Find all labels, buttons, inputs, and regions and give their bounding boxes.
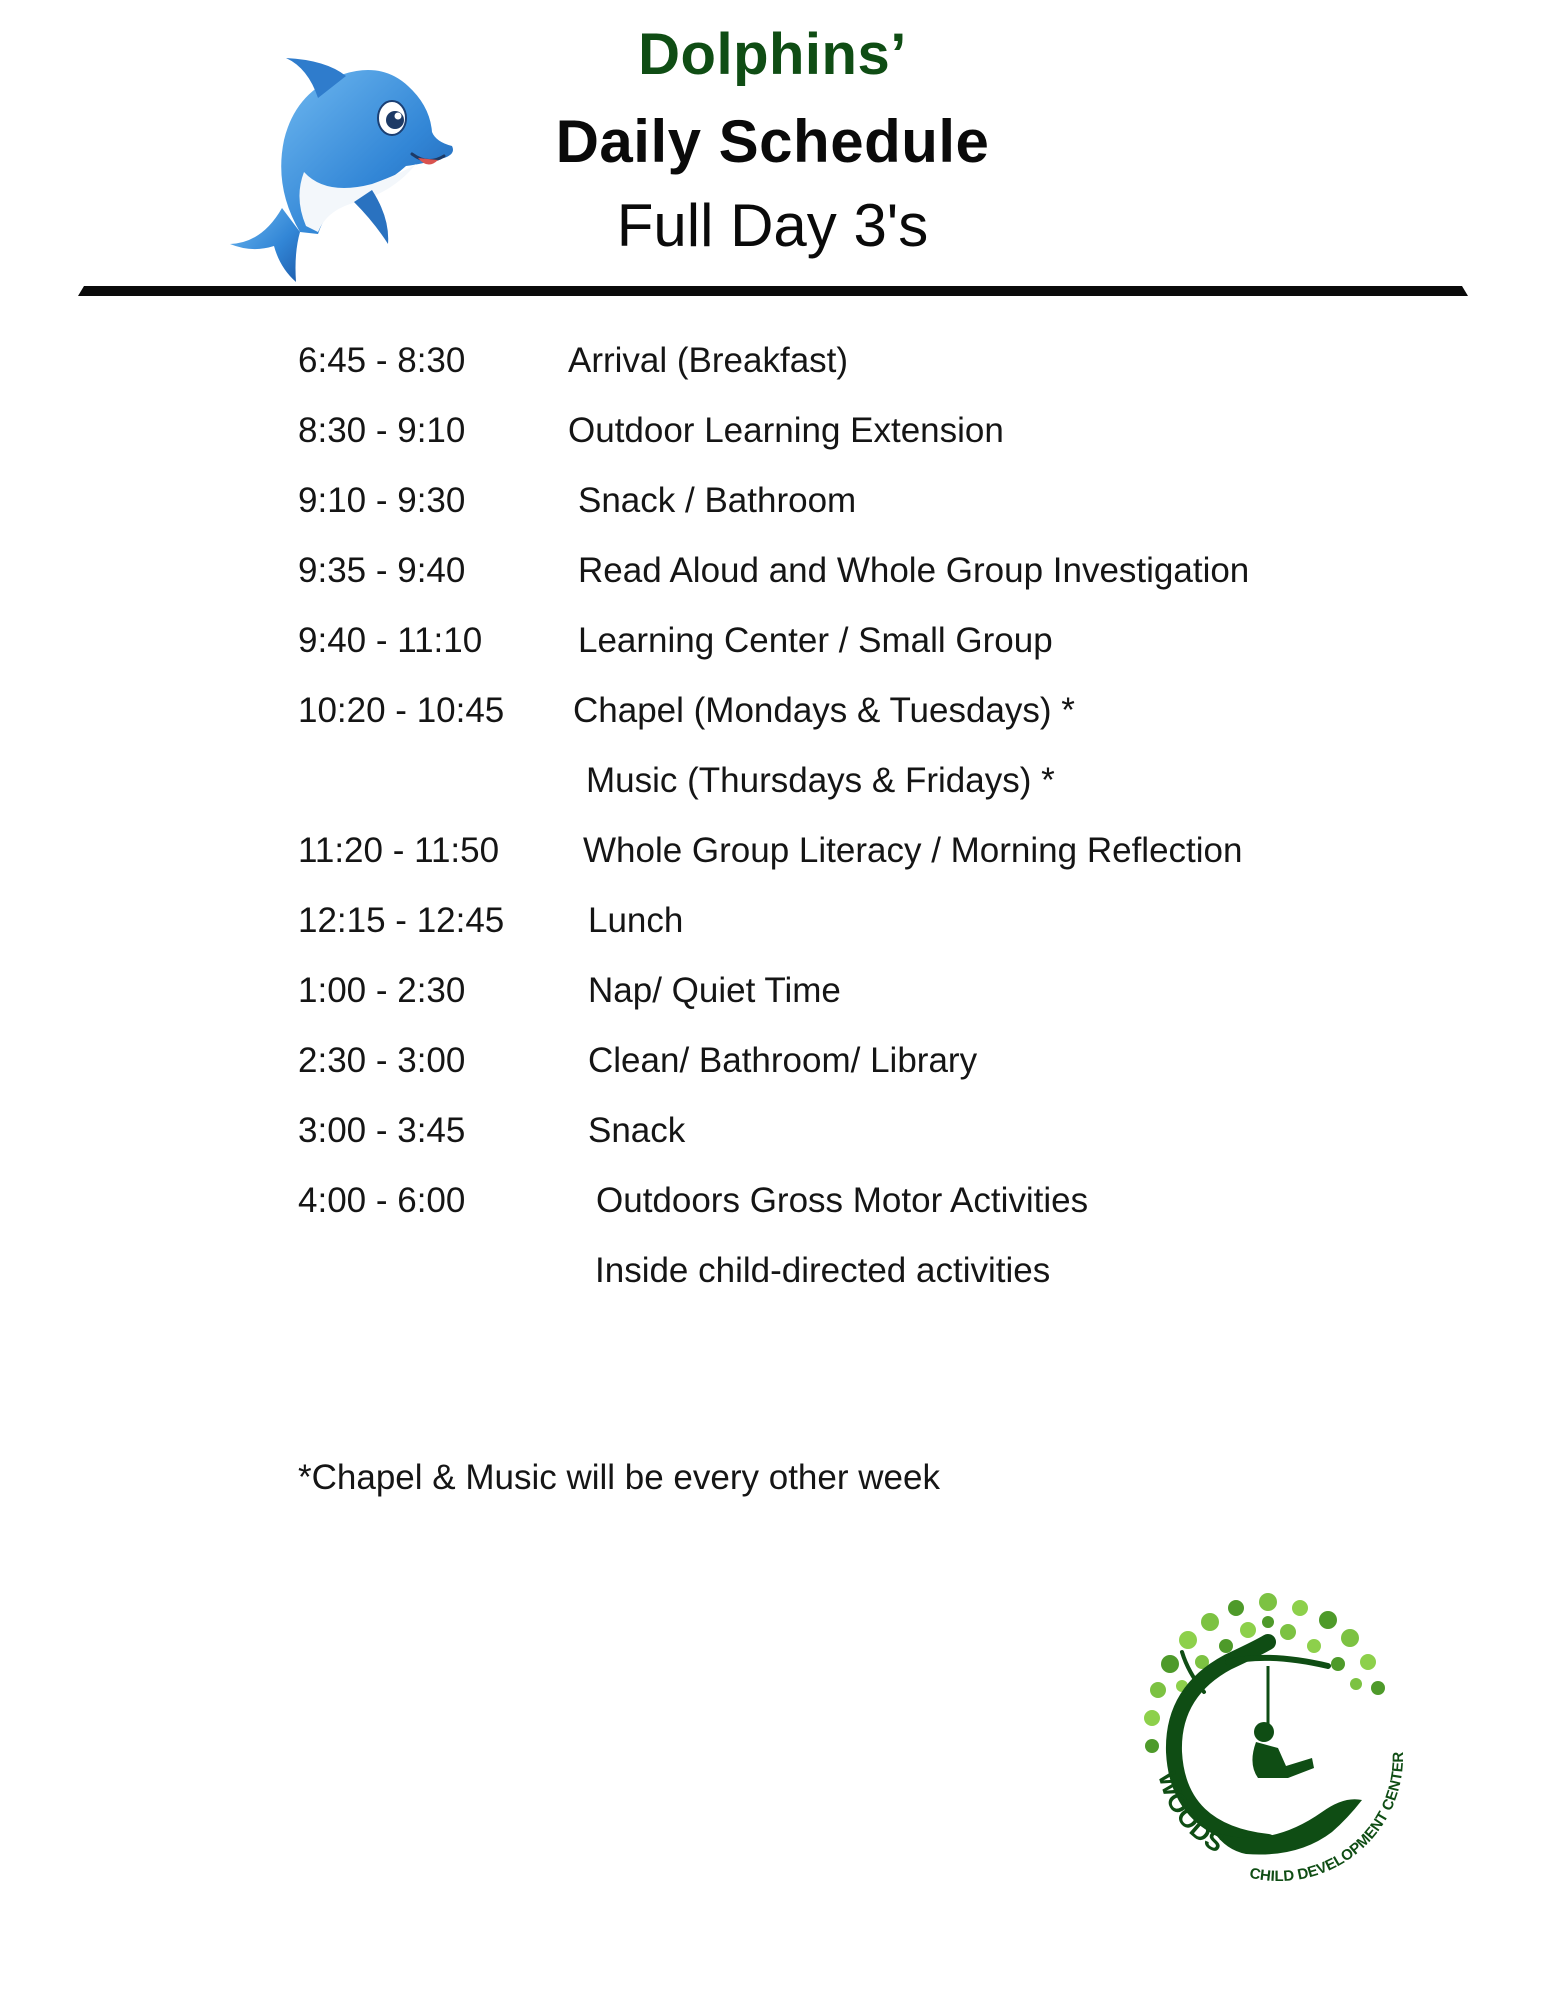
schedule-row	[0, 546, 1545, 596]
schedule-activity: Learning Center / Small Group	[578, 621, 1053, 660]
schedule-activity: Outdoor Learning Extension	[568, 411, 1004, 450]
schedule-time: 9:10 - 9:30	[298, 481, 466, 520]
schedule-row	[0, 966, 1545, 1016]
schedule-activity: Nap/ Quiet Time	[588, 971, 841, 1010]
schedule-activity: Inside child-directed activities	[595, 1251, 1051, 1290]
schedule-row	[0, 616, 1545, 666]
schedule-activity: Clean/ Bathroom/ Library	[588, 1041, 978, 1080]
schedule-row	[0, 336, 1545, 386]
title-program: Full Day 3's	[616, 192, 929, 259]
logo-text-center: CHILD DEVELOPMENT CENTER	[1248, 1751, 1407, 1886]
logo-text-woods: WOODS	[1152, 1767, 1230, 1859]
schedule-activity: Snack / Bathroom	[578, 481, 857, 520]
schedule-row	[0, 1106, 1545, 1156]
schedule-activity: Outdoors Gross Motor Activities	[596, 1181, 1089, 1220]
schedule-time: 8:30 - 9:10	[298, 411, 466, 450]
schedule-row	[0, 476, 1545, 526]
schedule-activity: Whole Group Literacy / Morning Reflection	[583, 831, 1243, 870]
schedule-activity: Lunch	[588, 901, 684, 940]
schedule-row	[0, 686, 1545, 736]
woods-logo	[1118, 1582, 1418, 1892]
schedule-time: 9:40 - 11:10	[298, 621, 483, 660]
schedule-activity: Arrival (Breakfast)	[568, 341, 849, 380]
schedule-time: 10:20 - 10:45	[298, 691, 505, 730]
title-schedule: Daily Schedule	[555, 108, 990, 175]
schedule-time: 4:00 - 6:00	[298, 1181, 466, 1220]
schedule-time: 3:00 - 3:45	[298, 1111, 466, 1150]
schedule-row	[0, 406, 1545, 456]
schedule-time: 1:00 - 2:30	[298, 971, 466, 1010]
schedule-row	[0, 1036, 1545, 1086]
schedule-row	[0, 1246, 1545, 1296]
title-group-name: Dolphins’	[638, 22, 907, 87]
schedule-time: 2:30 - 3:00	[298, 1041, 466, 1080]
schedule-time: 9:35 - 9:40	[298, 551, 466, 590]
schedule-activity: Chapel (Mondays & Tuesdays) *	[573, 691, 1075, 730]
child-silhouette	[1252, 1722, 1314, 1778]
schedule-activity: Read Aloud and Whole Group Investigation	[578, 551, 1250, 590]
schedule-row	[0, 1176, 1545, 1226]
schedule-time: 12:15 - 12:45	[298, 901, 505, 940]
schedule-row	[0, 826, 1545, 876]
footnote: *Chapel & Music will be every other week	[298, 1458, 940, 1497]
schedule-time: 11:20 - 11:50	[298, 831, 500, 870]
schedule-time: 6:45 - 8:30	[298, 341, 466, 380]
schedule-row	[0, 896, 1545, 946]
schedule-activity: Music (Thursdays & Fridays) *	[586, 761, 1055, 800]
schedule-activity: Snack	[588, 1111, 686, 1150]
schedule-row	[0, 756, 1545, 806]
